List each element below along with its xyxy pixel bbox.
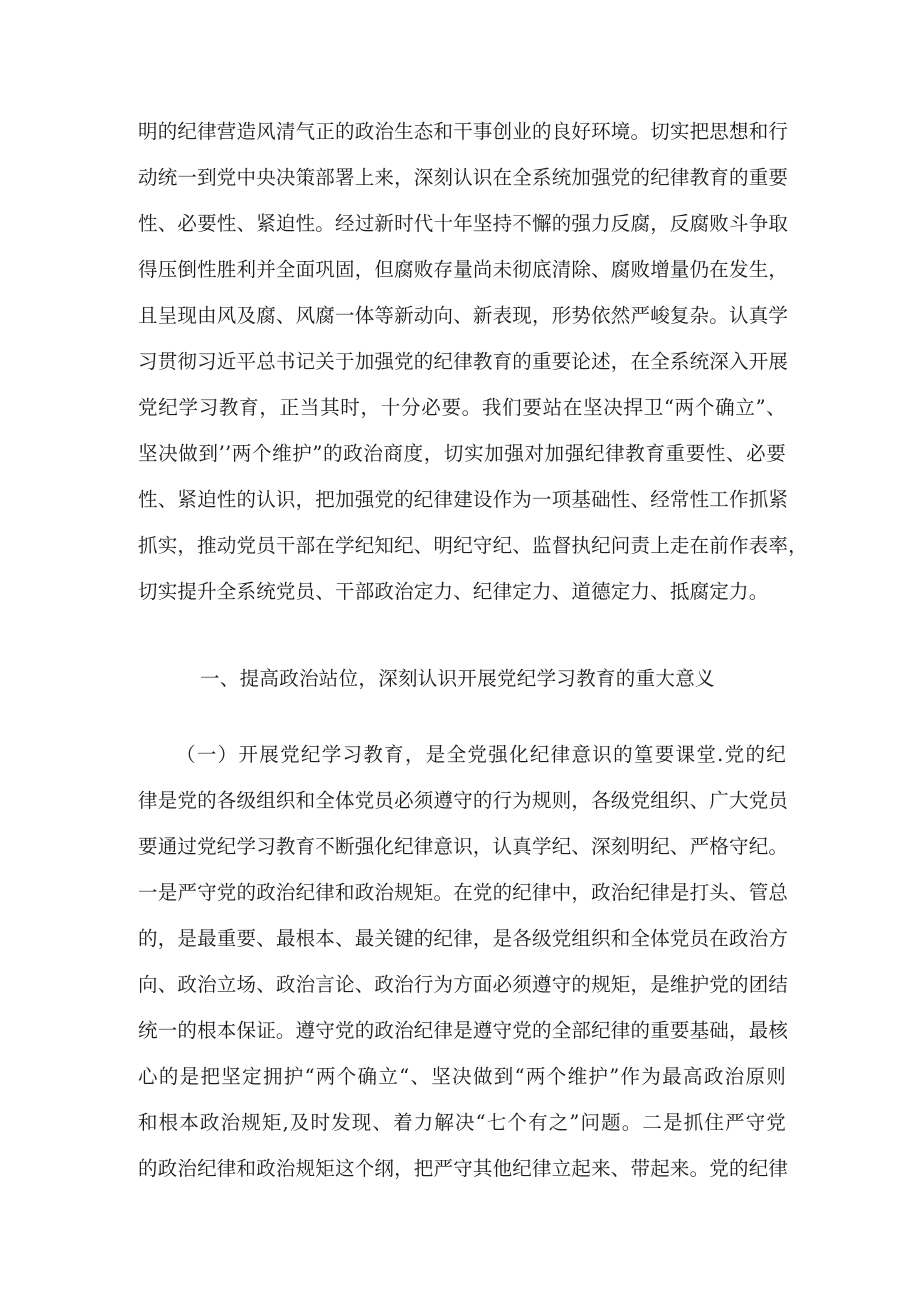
paragraph-1-line-10: 抓实，推动党员干部在学纪知纪、明纪守纪、监督执纪问责上走在前作表率， <box>138 534 808 557</box>
paragraph-1-line-4: 得压倒性胜利并全面巩固，但腐败存量尚未彻底清除、腐败增量仍在发生， <box>138 258 789 281</box>
paragraph-1-line-6: 习贯彻习近平总书记关于加强党的纪律教育的重要论述，在全系统深入开展 <box>138 350 789 373</box>
paragraph-1-line-11: 切实提升全系统党员、干部政治定力、纪律定力、道德定力、抵腐定力。 <box>138 580 769 603</box>
paragraph-2-line-1: （一）开展党纪学习教育，是全党强化纪律意识的篁要课堂.党的纪 <box>176 743 786 766</box>
paragraph-2-line-8: 心的是把坚定拥护“两个确立“、坚决做到“两个维护”作为最高政治原则 <box>138 1065 786 1088</box>
section-heading: 一、提高政治站位，深刻认识开展党纪学习教育的重大意义 <box>200 667 715 690</box>
paragraph-1-line-3: 性、必要性、紧迫性。经过新时代十年坚持不懈的强力反腐，反腐败斗争取 <box>138 212 789 235</box>
paragraph-2-line-2: 律是党的各级组织和全体党员必须遵守的行为规则，各级党组织、广大党员 <box>138 789 789 812</box>
paragraph-2-line-4: 一是严守党的政治纪律和政治规矩。在党的纪律中，政治纪律是打头、管总 <box>138 881 789 904</box>
paragraph-2-line-7: 统一的根本保证。遵守党的政治纪律是遵守党的全部纪律的重要基础，最核 <box>138 1019 789 1042</box>
paragraph-1-line-2: 动统一到党中央决策部署上来，深刻认识在全系统加强党的纪律教育的重要 <box>138 166 789 189</box>
paragraph-1-line-5: 且呈现由风及腐、风腐一体等新动向、新表现，形势依然严峻复杂。认真学 <box>138 304 789 327</box>
paragraph-2-line-6: 向、政治立场、政治言论、政治行为方面必须遵守的规矩，是维护党的团结 <box>138 973 789 996</box>
paragraph-2-line-5: 的，是最重要、最根本、最关键的纪律，是各级党组织和全体党员在政治方 <box>138 927 789 950</box>
paragraph-1-line-9: 性、紧迫性的认识，把加强党的纪律建设作为一项基础性、经常性工作抓紧 <box>138 488 789 511</box>
paragraph-2-line-3: 要通过党纪学习教育不断强化纪律意识，认真学纪、深刻明纪、严格守纪。 <box>138 835 789 858</box>
paragraph-2-line-9: 和根本政治规矩,及时发现、着力解决“七个有之”问题。二是抓住严守党 <box>138 1111 786 1134</box>
paragraph-1-line-7: 党纪学习教育，正当其时，十分必要。我们要站在坚决捍卫“两个确立”、 <box>138 396 786 419</box>
paragraph-1-line-8: 坚决做到’’两个维护”的政治商度，切实加强对加强纪律教育重要性、必要 <box>138 442 786 465</box>
paragraph-2-line-10: 的政治纪律和政治规矩这个纲，把严守其他纪律立起来、带起来。党的纪律 <box>138 1157 789 1180</box>
paragraph-1-line-1: 明的纪律营造风清气正的政治生态和干事创业的良好环境。切实把思想和行 <box>138 120 789 143</box>
